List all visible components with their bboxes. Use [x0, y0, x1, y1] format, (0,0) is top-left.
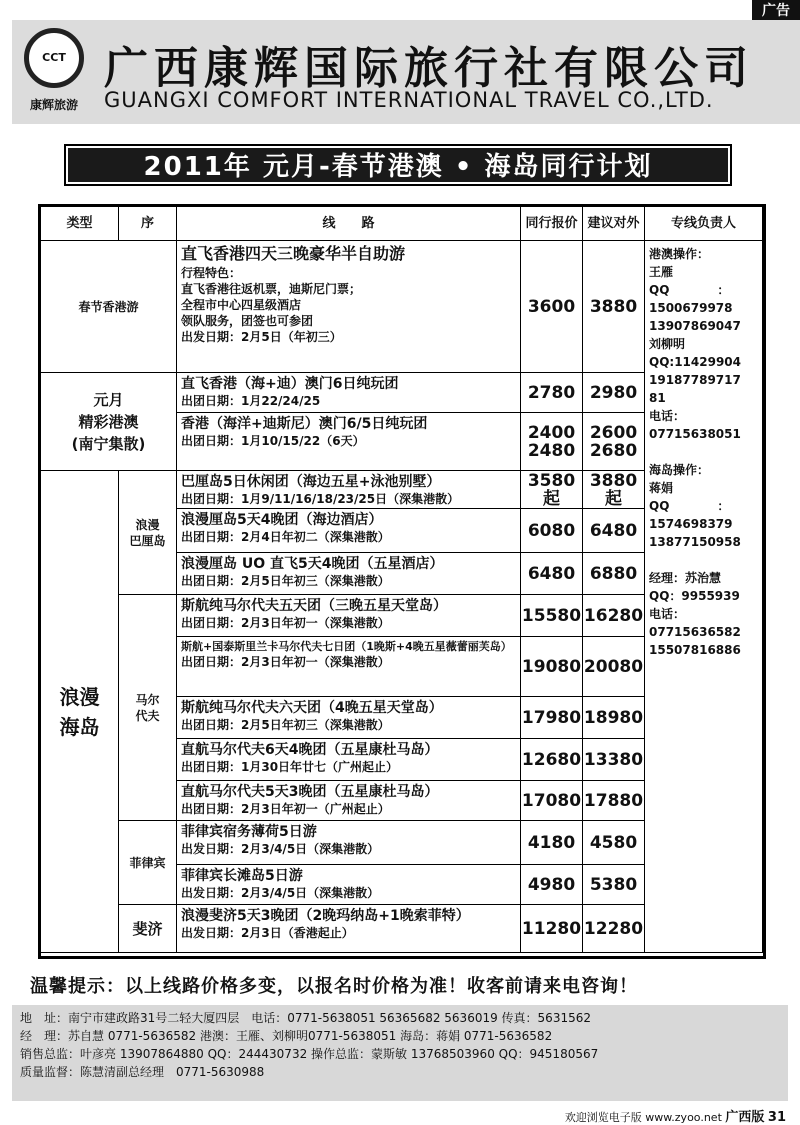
route-detail: 出团日期：2月3日年初一（深集港散） — [181, 655, 390, 669]
route-cell — [177, 821, 521, 865]
retail-price: 2600 2680 — [583, 413, 645, 471]
route-title: 直航马尔代夫6天4晚团（五星康杜马岛） — [181, 742, 439, 758]
route-cell — [177, 595, 521, 637]
header-peer-price: 同行报价 — [521, 207, 583, 241]
route-cell — [177, 781, 521, 821]
contact-line: 15507816886 — [649, 643, 741, 657]
route-detail: 出发日期：2月3日（香港起止） — [181, 926, 354, 940]
route-cell — [177, 373, 521, 413]
retail-price: 3880 起 — [583, 471, 645, 509]
contact-line — [649, 551, 761, 569]
retail-price: 6880 — [583, 553, 645, 595]
plan-title: 2011年 元月-春节港澳 • 海岛同行计划 — [64, 144, 732, 186]
peer-price: 19080 — [521, 637, 583, 697]
route-detail: 直飞香港往返机票，迪斯尼门票； — [181, 282, 362, 296]
logo-badge: CCT — [42, 51, 66, 64]
contact-line: 王雁 — [649, 265, 674, 279]
logo-flower-icon — [24, 28, 84, 88]
route-detail: 出团日期：1月22/24/25 — [181, 394, 321, 408]
retail-price: 4580 — [583, 821, 645, 865]
contact-line — [649, 443, 761, 461]
route-cell — [177, 471, 521, 509]
route-detail: 出团日期：1月10/15/22（6天） — [181, 434, 365, 448]
section-islands: 浪漫 海岛 — [41, 471, 119, 953]
route-table — [38, 204, 766, 959]
peer-price: 17980 — [521, 697, 583, 739]
contact-line: 蒋娟 — [649, 481, 674, 495]
header-contact: 专线负责人 — [645, 207, 763, 241]
peer-price: 3600 — [521, 241, 583, 373]
section-newyear-hkm: 元月 精彩港澳 (南宁集散) — [41, 373, 177, 471]
contact-line: 电话： — [649, 409, 686, 423]
route-detail: 出团日期：2月5日年初三（深集港散） — [181, 574, 390, 588]
retail-price: 13380 — [583, 739, 645, 781]
peer-price: 3580 起 — [521, 471, 583, 509]
route-cell — [177, 509, 521, 553]
header-retail-price: 建议对外 — [583, 207, 645, 241]
route-title: 浪漫厘岛5天4晚团（海边酒店） — [181, 512, 383, 528]
retail-price: 20080 — [583, 637, 645, 697]
retail-price: 18980 — [583, 697, 645, 739]
contact-line: QQ：9955939 — [649, 589, 740, 603]
retail-price: 12280 — [583, 905, 645, 953]
company-name-en: GUANGXI COMFORT INTERNATIONAL TRAVEL CO.,LTD. — [104, 88, 714, 112]
contact-line: 13907869047 — [649, 319, 741, 333]
contact-line: 经理：苏治慧 — [649, 571, 722, 585]
route-title: 巴厘岛5日休闲团（海边五星+泳池别墅） — [181, 474, 441, 490]
peer-price: 6080 — [521, 509, 583, 553]
contact-line: 1500679978 — [649, 301, 733, 315]
route-cell — [177, 865, 521, 905]
peer-price: 4180 — [521, 821, 583, 865]
peer-price: 2400 2480 — [521, 413, 583, 471]
section-philippines: 菲律宾 — [119, 821, 177, 905]
logo-name: 康辉旅游 — [29, 98, 78, 112]
page-number: 31 — [767, 1110, 786, 1125]
site-text: 欢迎浏览电子版 www.zyoo.net — [564, 1111, 722, 1124]
route-detail: 出团日期：2月4日年初二（深集港散） — [181, 530, 390, 544]
contact-line: 海岛操作： — [649, 463, 710, 477]
ad-tag: 广告 — [752, 0, 800, 22]
contact-column — [647, 241, 763, 663]
route-title: 斯航+国泰斯里兰卡马尔代夫七日团（1晚斯+4晚五星薇蕾丽芙岛） — [181, 640, 512, 653]
route-cell — [177, 637, 521, 697]
section-maldives: 马尔 代夫 — [119, 595, 177, 821]
footer-line: 销售总监：叶彦亮 13907864880 QQ：244430732 操作总监：蒙斯敏 13768503960 QQ：945180567 — [20, 1047, 599, 1061]
route-detail: 出团日期：2月3日年初一（深集港散） — [181, 616, 390, 630]
route-detail: 全程市中心四星级酒店 — [181, 298, 302, 312]
peer-price: 4980 — [521, 865, 583, 905]
footer-info — [12, 1005, 788, 1101]
contact-line: 19187789717 — [649, 373, 741, 387]
peer-price: 2780 — [521, 373, 583, 413]
footer-line: 地 址：南宁市建政路31号二轻大厦四层 电话：0771-5638051 56365682 5636019 传真：5631562 — [20, 1011, 591, 1025]
route-title: 浪漫斐济5天3晚团（2晚玛纳岛+1晚索菲特） — [181, 908, 470, 924]
route-cell — [177, 241, 521, 373]
route-detail: 出发日期：2月3/4/5日（深集港散） — [181, 886, 380, 900]
contact-line: QQ ： — [649, 283, 730, 297]
route-title: 直飞香港四天三晚豪华半自助游 — [181, 244, 406, 263]
route-title: 直飞香港（海+迪）澳门6日纯玩团 — [181, 376, 399, 392]
route-title: 斯航纯马尔代夫六天团（4晚五星天堂岛） — [181, 700, 443, 716]
retail-price: 2980 — [583, 373, 645, 413]
header-route: 线 路 — [177, 207, 521, 241]
section-spring-hk: 春节香港游 — [41, 241, 177, 373]
retail-price: 17880 — [583, 781, 645, 821]
route-detail: 出发日期：2月5日（年初三） — [181, 330, 342, 344]
contact-line: QQ:11429904 — [649, 355, 741, 369]
route-cell — [177, 553, 521, 595]
retail-price: 5380 — [583, 865, 645, 905]
route-cell — [177, 697, 521, 739]
route-cell — [177, 905, 521, 953]
contact-line: 1574698379 — [649, 517, 733, 531]
route-detail: 出团日期：1月30日年廿七（广州起止） — [181, 760, 399, 774]
route-detail: 领队服务，团签也可参团 — [181, 314, 314, 328]
section-bali: 浪漫 巴厘岛 — [119, 471, 177, 595]
contact-line: 81 — [649, 391, 666, 405]
company-header — [12, 20, 800, 124]
header-type: 类型 — [41, 207, 119, 241]
route-detail: 出团日期：2月5日年初三（深集港散） — [181, 718, 390, 732]
peer-price: 6480 — [521, 553, 583, 595]
retail-price: 6480 — [583, 509, 645, 553]
peer-price: 17080 — [521, 781, 583, 821]
footer-line: 质量监督：陈慧清副总经理 0771-5630988 — [20, 1065, 265, 1079]
peer-price: 15580 — [521, 595, 583, 637]
brand-text: 广西版 — [725, 1110, 765, 1125]
contact-line: 13877150958 — [649, 535, 741, 549]
route-detail: 行程特色： — [181, 266, 242, 280]
section-fiji: 斐济 — [119, 905, 177, 953]
route-detail: 出发日期：2月3/4/5日（深集港散） — [181, 842, 380, 856]
route-cell — [177, 413, 521, 471]
route-title: 香港（海洋+迪斯尼）澳门6/5日纯玩团 — [181, 416, 428, 432]
retail-price: 3880 — [583, 241, 645, 373]
route-title: 斯航纯马尔代夫五天团（三晚五星天堂岛） — [181, 598, 447, 614]
peer-price: 12680 — [521, 739, 583, 781]
contact-line: 港澳操作： — [649, 247, 710, 261]
contact-line: 07715638051 — [649, 427, 741, 441]
contact-line: 刘柳明 — [649, 337, 686, 351]
contact-line: 电话： — [649, 607, 686, 621]
route-title: 直航马尔代夫5天3晚团（五星康杜马岛） — [181, 784, 439, 800]
warm-tip: 温馨提示：以上线路价格多变，以报名时价格为准！收客前请来电咨询！ — [30, 976, 638, 997]
footer-line: 经 理：苏自慧 0771-5636582 港澳：王雁、刘柳明0771-5638051 海岛：蒋娟 0771-5636582 — [20, 1029, 553, 1043]
retail-price: 16280 — [583, 595, 645, 637]
company-name-cn: 广西康辉国际旅行社有限公司 — [104, 43, 754, 94]
route-title: 浪漫厘岛 UO 直飞5天4晚团（五星酒店） — [181, 556, 444, 572]
contact-line: 07715636582 — [649, 625, 741, 639]
route-cell — [177, 739, 521, 781]
peer-price: 11280 — [521, 905, 583, 953]
header-seq: 序 — [119, 207, 177, 241]
route-title: 菲律宾长滩岛5日游 — [181, 868, 303, 884]
contact-line: QQ ： — [649, 499, 730, 513]
route-title: 菲律宾宿务薄荷5日游 — [181, 824, 317, 840]
page-footer — [565, 1106, 786, 1125]
company-logo — [18, 28, 90, 118]
route-detail: 出团日期：1月9/11/16/18/23/25日（深集港散） — [181, 492, 460, 506]
route-detail: 出团日期：2月3日年初一（广州起止） — [181, 802, 390, 816]
